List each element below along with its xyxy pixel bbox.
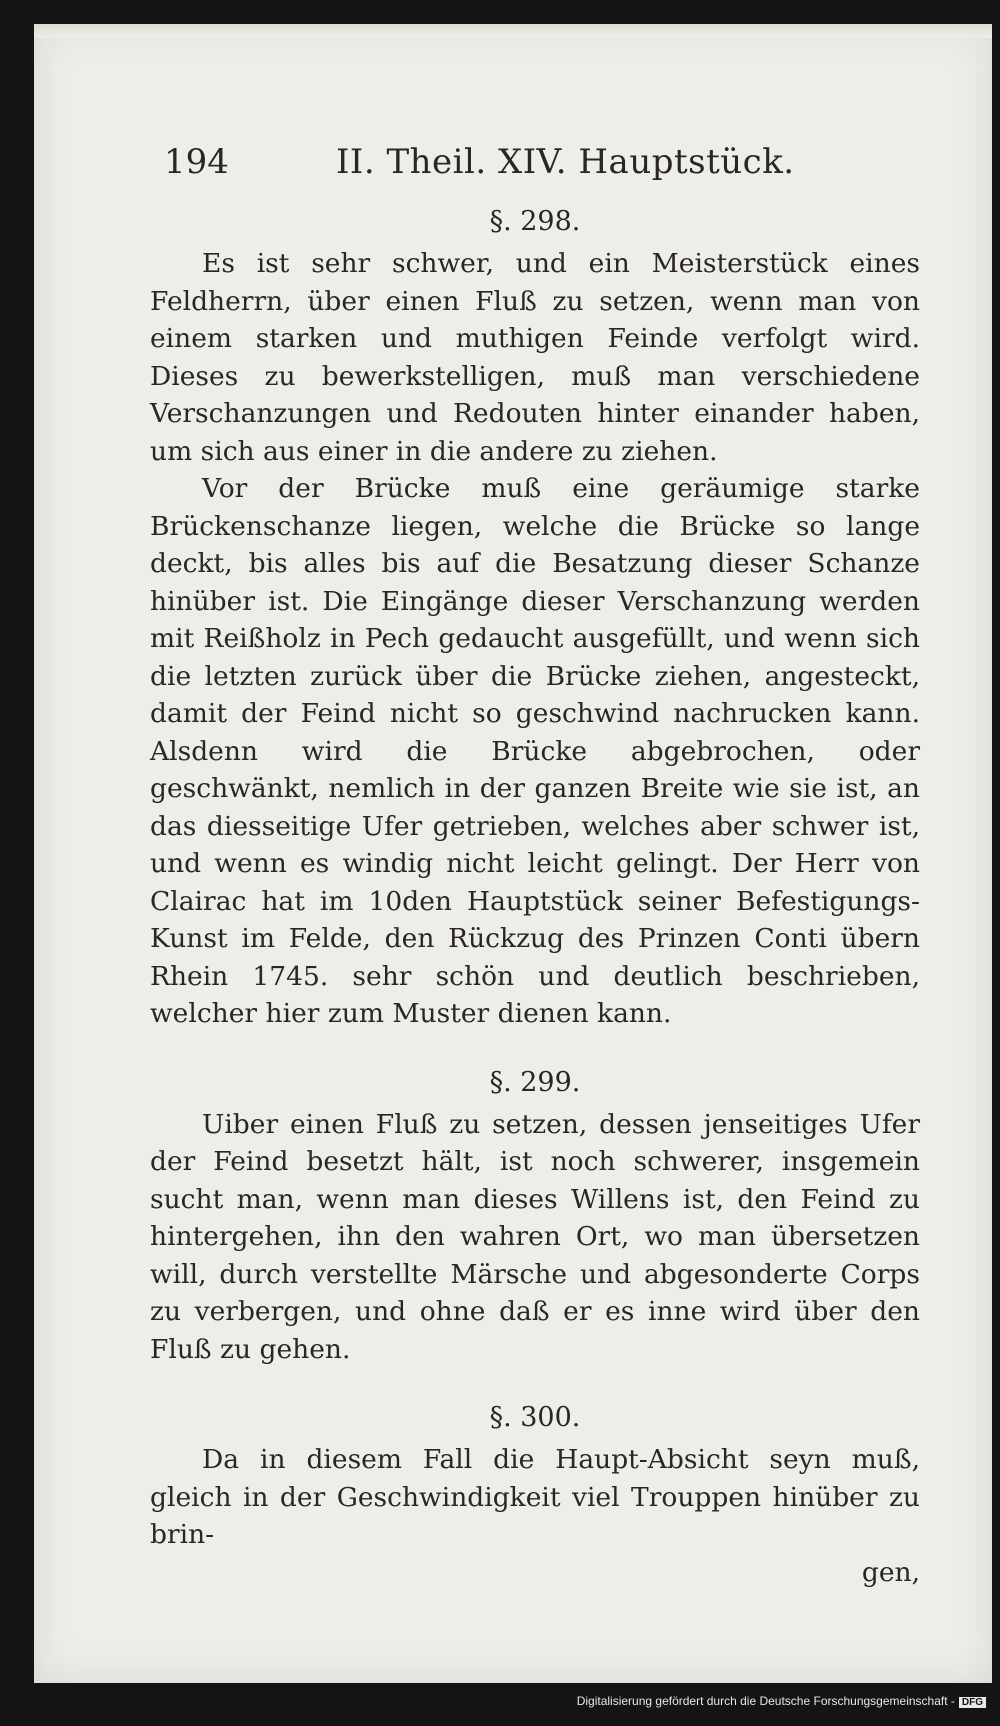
paragraph: Uiber einen Fluß zu setzen, dessen jenseitiges Ufer der Feind besetzt hält, ist noch schwerer, insgemein sucht man, wenn man dieses Willens ist, den Feind zu hintergehen, ihn den wahren Ort, wo man übersetzen will, durch verstellte Märsche und abgesonderte Corps zu verbergen, und ohne daß er es inne wird über den Fluß zu gehen. <box>150 1108 920 1365</box>
section-heading-299: §. 299. <box>489 1066 581 1098</box>
catchword: gen, <box>861 1556 920 1588</box>
page-text <box>150 138 920 1591</box>
paragraph: Vor der Brücke muß eine geräumige starke Brückenschanze liegen, welche die Brücke so lange deckt, bis alles bis auf die Besatzung dieser Schanze hinüber ist. Die Eingänge dieser Verschanzung werden mit Reißholz in Pech gedaucht ausgefüllt, und wenn sich die letzten zurück über die Brücke ziehen, angesteckt, damit der Feind nicht so geschwind nachrucken kann. Alsdenn wird die Brücke abgebrochen, oder geschwänkt, nemlich in der ganzen Breite wie sie ist, an das diesseitige Ufer getrieben, welches aber schwer ist, und wenn es windig nicht leicht gelingt. Der Herr von Clairac hat im 10den Hauptstück seiner Befestigungs-Kunst im Felde, den Rückzug des Prinzen Conti übern Rhein 1745. sehr schön und deutlich beschrieben, welcher hier zum Muster dienen kann. <box>150 473 920 1029</box>
credit-text: Digitalisierung gefördert durch die Deutsche Forschungsgemeinschaft - <box>576 1694 955 1708</box>
paragraph: Da in diesem Fall die Haupt-Absicht seyn muß, gleich in der Geschwindigkeit viel Trouppen hinüber zu brin- <box>150 1444 920 1550</box>
section-heading-298: §. 298. <box>489 206 581 237</box>
page-number: 194 <box>164 142 229 182</box>
page-edge <box>34 24 992 38</box>
digitization-credit <box>0 1694 986 1708</box>
dfg-logo: DFG <box>959 1697 986 1708</box>
paragraph: Es ist sehr schwer, und ein Meisterstück eines Feldherrn, über einen Fluß zu setzen, wenn man von einem starken und muthigen Feinde verfolgt wird. Dieses zu bewerkstelligen, muß man verschiedene Verschanzungen und Redouten hinter einander haben, um sich aus einer in die andere zu ziehen. <box>150 248 920 467</box>
page-header <box>150 138 920 196</box>
running-head: II. Theil. XIV. Hauptstück. <box>336 142 795 182</box>
section-heading-300: §. 300. <box>489 1402 581 1433</box>
